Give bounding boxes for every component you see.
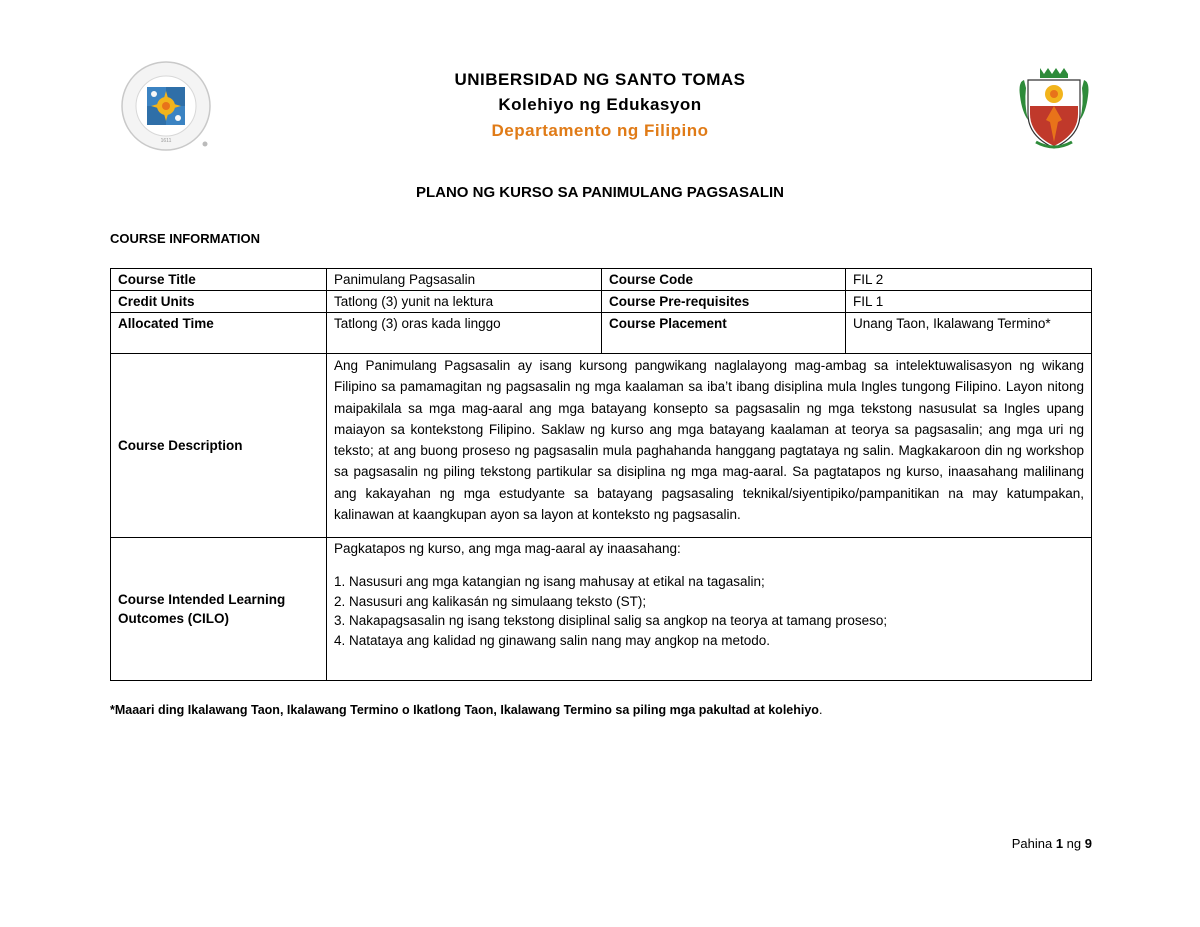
table-row — [111, 538, 1092, 681]
course-description-cell — [327, 354, 1092, 538]
credit-units-label: Credit Units — [111, 291, 327, 313]
prerequisites-label: Course Pre-requisites — [602, 291, 846, 313]
cilo-intro: Pagkatapos ng kurso, ang mga mag-aaral ay inaasahang: — [334, 541, 681, 556]
course-code-label: Course Code — [602, 269, 846, 291]
department-name: Departamento ng Filipino — [491, 121, 709, 140]
course-code-value: FIL 2 — [846, 269, 1092, 291]
table-row — [111, 313, 1092, 354]
list-item: 4. Natataya ang kalidad ng ginawang salin nang may angkop na metodo. — [334, 632, 771, 648]
course-placement-value: Unang Taon, Ikalawang Termino* — [846, 313, 1092, 354]
course-title-label: Course Title — [111, 269, 327, 291]
course-description-label: Course Description — [111, 354, 327, 538]
course-title-value: Panimulang Pagsasalin — [327, 269, 602, 291]
allocated-time-label: Allocated Time — [111, 313, 327, 354]
list-item: 2. Nasusuri ang kalikasán ng simulaang teksto (ST); — [334, 593, 647, 609]
list-item: 1. Nasusuri ang mga katangian ng isang mahusay at etikal na tagasalin; — [334, 574, 765, 589]
footnote-text: *Maaari ding Ikalawang Taon, Ikalawang Termino o Ikatlong Taon, Ikalawang Termino sa piling mga pakultad at kolehiyo — [110, 703, 819, 717]
credit-units-value: Tatlong (3) yunit na lektura — [327, 291, 602, 313]
footnote-end: . — [818, 703, 823, 717]
table-row — [111, 291, 1092, 313]
table-row — [111, 354, 1092, 538]
prerequisites-value: FIL 1 — [846, 291, 1092, 313]
college-name: Kolehiyo ng Edukasyon — [498, 95, 702, 114]
document-title: PLANO NG KURSO SA PANIMULANG PAGSASALIN — [415, 184, 785, 201]
allocated-time-value: Tatlong (3) oras kada linggo — [327, 313, 602, 354]
college-crest-icon — [1014, 62, 1094, 152]
list-item: 3. Nakapagsasalin ng isang tekstong disiplinal salig sa angkop na teorya at tamang proseso; — [334, 613, 888, 628]
section-heading: COURSE INFORMATION — [110, 231, 260, 246]
course-description-text: Ang Panimulang Pagsasalin ay isang kursong pangwikang naglalayong mag-ambag sa intelektuwalisasyon ng wikang Filipino sa pamamagitan ng pagsasalin ng mga kaalaman sa iba’t ibang disiplina mula Ingles tungong Filipino. Layon nitong maipakilala sa mga mag-aaral ang mga batayang konsepto sa pagsasalin ng mga tekstong nasusulat sa Ingles upang maiayon sa kontekstong Filipino. Saklaw ng kurso ang mga batayang kaalaman at teorya sa pagsasalin; ang mga uri ng teksto; at ang buong proseso ng pagsasalin mula paghahanda hanggang pagtataya ng salin. Magkakaroon din ng workshop sa pagsasalin ng piling tekstong partikular sa disiplina ng mga mag-aaral. Sa pagtatapos ng kurso, inaasahang malilinang ang kakayahan ng mga estudyante sa batayang pagsasaling teknikal/siyentipiko/pampanitikan na may katumpakan, kalinawan at kaangkupan ayon sa layon at konteksto ng pagsasalin. — [334, 358, 1084, 523]
seal-year: 1611 — [160, 138, 172, 144]
page-word: Pahina — [1011, 836, 1053, 851]
page-current: 1 — [1055, 836, 1064, 851]
course-placement-label: Course Placement — [602, 313, 846, 354]
page-of: ng — [1066, 836, 1082, 851]
table-row — [111, 269, 1092, 291]
page-number — [1012, 836, 1092, 851]
page-total: 9 — [1084, 836, 1092, 851]
cilo-cell — [327, 538, 1092, 681]
course-information-table — [110, 268, 1092, 681]
cilo-label: Course Intended Learning Outcomes (CILO) — [111, 538, 327, 681]
university-name: UNIBERSIDAD NG SANTO TOMAS — [454, 70, 746, 89]
footnote — [110, 703, 822, 717]
